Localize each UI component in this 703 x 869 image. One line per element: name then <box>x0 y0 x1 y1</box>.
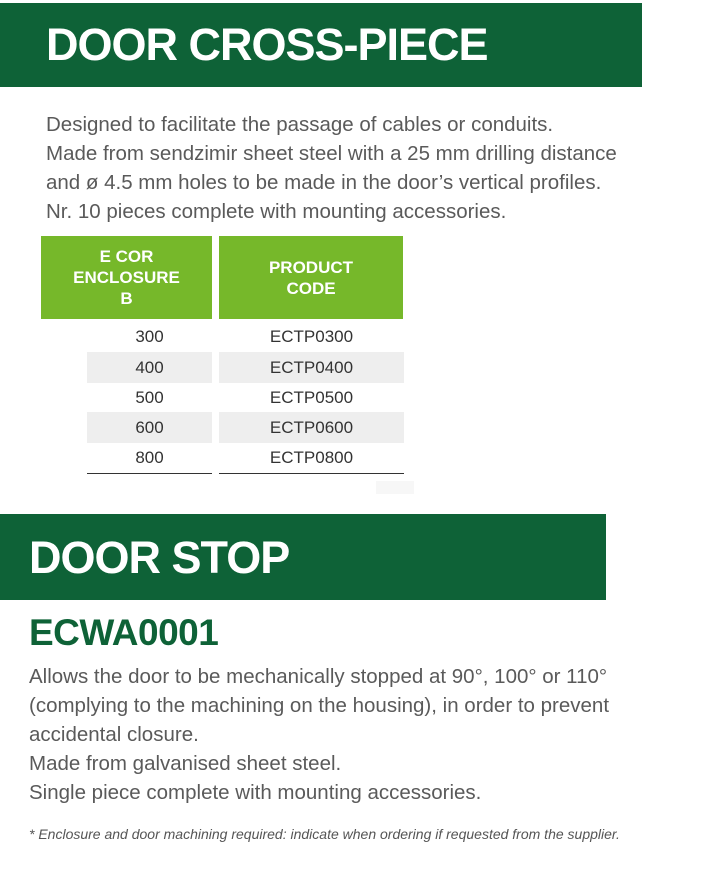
table-row <box>87 321 404 352</box>
enclosure-size-cell: 800 <box>87 442 212 474</box>
description-line: Allows the door to be mechanically stopped at 90°, 100° or 110° <box>29 665 608 688</box>
header-line: CODE <box>286 278 336 298</box>
background-artifact <box>376 481 414 494</box>
table-header-enclosure <box>41 236 212 319</box>
section-title: DOOR STOP <box>29 532 290 583</box>
enclosure-size-cell: 400 <box>87 352 212 383</box>
header-line: PRODUCT <box>268 257 354 277</box>
description-line: Made from galvanised sheet steel. <box>29 752 342 775</box>
product-code-cell: ECTP0500 <box>269 387 354 407</box>
header-line: ENCLOSURE <box>73 268 180 287</box>
table-row <box>87 352 404 383</box>
product-code-cell: ECTP0300 <box>269 326 354 346</box>
enclosure-size-cell: 600 <box>87 412 212 443</box>
description-line: Designed to facilitate the passage of cables or conduits. <box>46 113 554 136</box>
enclosure-size-cell: 500 <box>135 387 164 407</box>
description-line: Nr. 10 pieces complete with mounting accessories. <box>46 200 507 223</box>
description-line: accidental closure. <box>29 723 199 746</box>
description-line: and ø 4.5 mm holes to be made in the door’s vertical profiles. <box>46 171 602 194</box>
table-header-product-code <box>219 236 403 319</box>
door-stop-description <box>29 662 609 807</box>
table-row <box>87 442 404 473</box>
enclosure-size-cell: 300 <box>135 326 164 346</box>
product-code-cell: ECTP0400 <box>219 352 404 383</box>
product-code-title: ECWA0001 <box>29 612 219 653</box>
table-row <box>87 412 404 443</box>
cross-piece-description <box>46 110 617 226</box>
section-title: DOOR CROSS-PIECE <box>46 19 488 70</box>
section-banner-door-stop <box>0 514 606 600</box>
description-line: Made from sendzimir sheet steel with a 25 mm drilling distance <box>46 142 617 165</box>
product-code-cell: ECTP0800 <box>219 442 404 474</box>
footnote: * Enclosure and door machining required: indicate when ordering if requested from the supplier. <box>29 826 620 842</box>
header-line: E COR <box>99 247 154 266</box>
header-line: B <box>120 289 133 308</box>
product-code-cell: ECTP0600 <box>219 412 404 443</box>
table-row <box>87 382 404 413</box>
section-banner-cross-piece <box>0 3 642 87</box>
description-line: (complying to the machining on the housing), in order to prevent <box>29 694 610 717</box>
description-line: Single piece complete with mounting accessories. <box>29 781 482 804</box>
